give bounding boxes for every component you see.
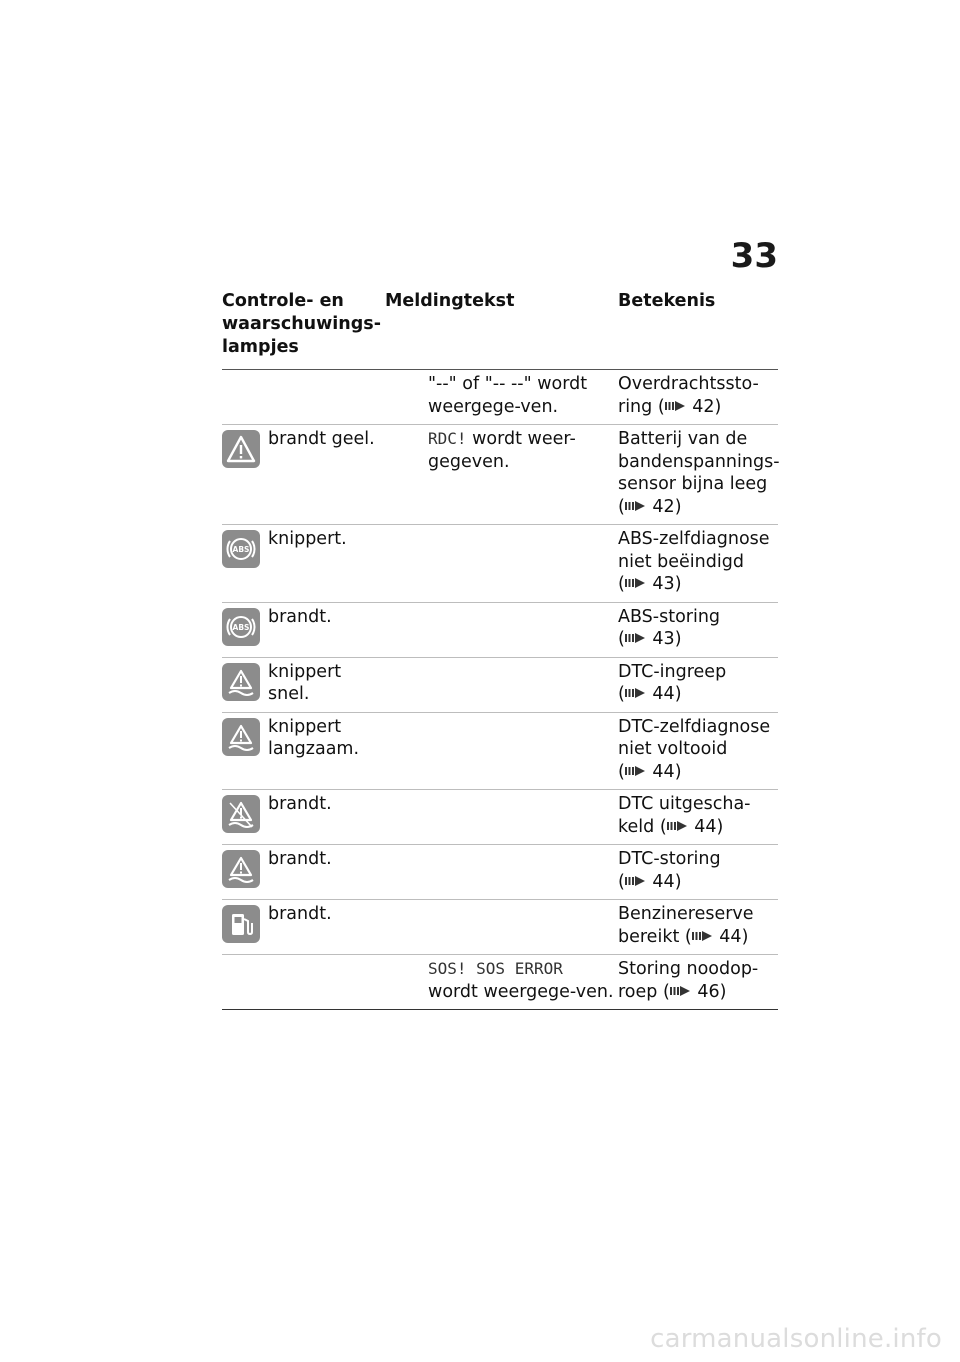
lamp-cell	[222, 903, 382, 948]
lamp-status: knippert langzaam.	[268, 716, 360, 759]
page-arrow-icon	[692, 927, 714, 947]
message-cell	[382, 716, 618, 784]
page-reference[interactable]: ( 44)	[618, 761, 682, 782]
lamp-status: brandt.	[268, 849, 332, 869]
page-reference-number: 44	[694, 816, 717, 837]
message-text: wordt weergege-ven.	[428, 981, 614, 1002]
meaning-text: ABS-storing	[618, 606, 721, 627]
lamp-cell	[222, 958, 382, 1003]
warning-triangle-icon	[222, 430, 260, 468]
lamp-cell	[222, 606, 382, 651]
message-cell	[382, 848, 618, 893]
svg-text:ABS: ABS	[232, 622, 250, 632]
meaning-text: DTC-storing	[618, 849, 721, 869]
lamp-cell	[222, 528, 382, 596]
page-arrow-icon	[625, 762, 647, 782]
page-arrow-icon	[625, 684, 647, 704]
dtc-icon	[222, 850, 260, 888]
meaning-cell	[618, 716, 778, 784]
page-reference-number: 43	[652, 574, 675, 594]
message-cell	[382, 793, 618, 838]
page-reference[interactable]: ( 44)	[618, 871, 682, 892]
dtc-off-icon	[222, 795, 260, 833]
lamp-cell	[222, 793, 382, 838]
table-row	[222, 658, 778, 713]
page-reference[interactable]: ( 43)	[618, 574, 682, 594]
table-row	[222, 525, 778, 603]
page-reference[interactable]: ( 42)	[618, 496, 682, 517]
page-arrow-icon	[665, 397, 687, 417]
meaning-text: DTC uitgescha-keld	[618, 794, 751, 837]
meaning-cell	[618, 848, 778, 893]
meaning-text: Benzinereserve bereikt	[618, 904, 754, 947]
lamp-cell	[222, 716, 382, 784]
watermark: carmanualsonline.info	[650, 1324, 942, 1354]
meaning-cell	[618, 903, 778, 948]
abs-icon	[222, 530, 260, 568]
lamp-status: brandt.	[268, 606, 332, 627]
message-cell	[382, 606, 618, 651]
table-row	[222, 713, 778, 791]
table-row	[222, 955, 778, 1010]
page-reference-number: 46	[697, 981, 720, 1002]
page-reference-number: 44	[652, 761, 675, 782]
meaning-text: Storing noodop-roep	[618, 959, 759, 1002]
display-message: RDC!	[428, 429, 467, 448]
table-row	[222, 425, 778, 525]
table-row	[222, 790, 778, 845]
header-col1: Controle- en waarschuwings-lampjes	[222, 291, 381, 357]
meaning-text: Overdrachtssto-ring	[618, 374, 759, 417]
message-cell	[382, 903, 618, 948]
header-col3: Betekenis	[618, 291, 716, 311]
page-reference-number: 44	[652, 871, 675, 892]
page-reference[interactable]: ( 46)	[662, 981, 727, 1002]
warning-lights-table	[222, 290, 778, 1010]
page-reference[interactable]: ( 44)	[618, 684, 682, 704]
meaning-cell	[618, 661, 778, 706]
lamp-status: brandt.	[268, 904, 332, 924]
dtc-icon	[222, 718, 260, 756]
page-reference[interactable]: ( 42)	[657, 396, 722, 417]
display-message: SOS! SOS ERROR	[428, 959, 563, 978]
meaning-cell	[618, 958, 778, 1003]
page-reference-number: 44	[652, 684, 675, 704]
page-reference-number: 42	[692, 396, 715, 417]
abs-icon	[222, 608, 260, 646]
table-row	[222, 603, 778, 658]
page-arrow-icon	[625, 574, 647, 594]
meaning-cell	[618, 528, 778, 596]
meaning-text: DTC-zelfdiagnose niet voltooid	[618, 716, 771, 759]
table-row	[222, 845, 778, 900]
page-arrow-icon	[625, 497, 647, 517]
lamp-cell	[222, 373, 382, 418]
lamp-cell	[222, 848, 382, 893]
table-header	[222, 290, 778, 370]
message-text: "--" of "-- --" wordt weergege-ven.	[428, 374, 588, 417]
message-cell	[382, 661, 618, 706]
meaning-text: Batterij van de bandenspannings-sensor bijna leeg	[618, 429, 780, 494]
message-cell	[382, 528, 618, 596]
header-col2: Meldingtekst	[385, 291, 515, 311]
page-reference[interactable]: ( 43)	[618, 629, 682, 649]
meaning-cell	[618, 373, 778, 418]
lamp-status: brandt.	[268, 794, 332, 814]
table-row	[222, 370, 778, 425]
page-number: 33	[730, 236, 778, 276]
meaning-text: DTC-ingreep	[618, 661, 727, 682]
page-reference-number: 42	[652, 496, 675, 517]
page-arrow-icon	[625, 872, 647, 892]
lamp-cell	[222, 428, 382, 518]
meaning-cell	[618, 428, 778, 518]
message-cell	[382, 428, 618, 518]
message-cell	[382, 373, 618, 418]
page-arrow-icon	[625, 629, 647, 649]
message-text: wordt weer-gegeven.	[428, 429, 576, 472]
page-arrow-icon	[670, 982, 692, 1002]
lamp-status: knippert.	[268, 529, 347, 549]
page-arrow-icon	[667, 817, 689, 837]
table-body	[222, 370, 778, 1010]
meaning-text: ABS-zelfdiagnose niet beëindigd	[618, 529, 770, 572]
table-row	[222, 900, 778, 955]
page-reference[interactable]: ( 44)	[684, 926, 749, 947]
meaning-cell	[618, 793, 778, 838]
dtc-icon	[222, 663, 260, 701]
lamp-status: brandt geel.	[268, 429, 375, 449]
svg-text:ABS: ABS	[232, 545, 250, 554]
page-reference[interactable]: ( 44)	[659, 816, 724, 837]
lamp-status: knippert snel.	[268, 661, 342, 704]
fuel-pump-icon	[222, 905, 260, 943]
meaning-cell	[618, 606, 778, 651]
message-cell	[382, 958, 618, 1003]
page-reference-number: 44	[719, 926, 742, 947]
lamp-cell	[222, 661, 382, 706]
page-reference-number: 43	[652, 629, 675, 649]
